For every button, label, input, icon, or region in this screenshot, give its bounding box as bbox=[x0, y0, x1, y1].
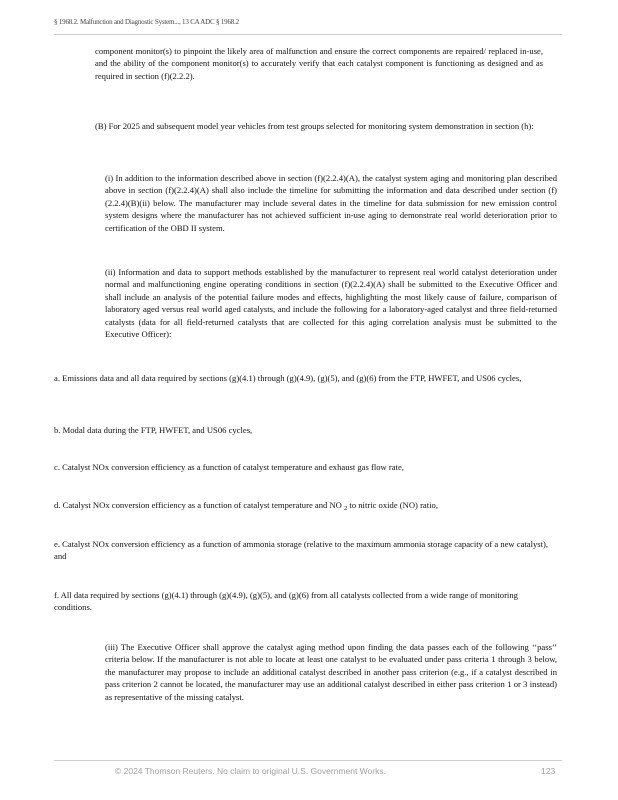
footer-divider bbox=[54, 760, 562, 761]
paragraph-iii: (iii) The Executive Officer shall approve the catalyst aging method upon finding the data passes each of the following ‘‘pass’’ criteria below. If the manufacturer is not able to locate at least one catalyst to be evaluated under pass criteria 1 through 3 below, the manufacturer may propose to include an additional catalyst described in another pass criterion (e.g., if a catalyst described in pass criterion 2 cannot be located, the manufacturer may use an additional catalyst described in either pass criterion 1 or 3 instead) as representative of the missing catalyst. bbox=[105, 642, 557, 702]
running-header: § 1968.2. Malfunction and Diagnostic System..., 13 CA ADC § 1968.2 bbox=[54, 18, 239, 26]
list-item-b: b. Modal data during the FTP, HWFET, and US06 cycles, bbox=[54, 425, 253, 435]
paragraph-ii: (ii) Information and data to support methods established by the manufacturer to represent real world catalyst deterioration under normal and malfunctioning engine operating conditions in section (f)(2.2.4)(A) shall be submitted to the Executive Officer and shall include an analysis of the potential failure modes and effects, highlighting the most likely cause of failure, comparison of laboratory aged versus real world aged catalysts, and include the following for a laboratory-aged catalyst and three field-returned catalysts (data for all field-returned catalysts that are collected for this aging correlation analysis must be submitted to the Executive Officer): bbox=[105, 267, 557, 340]
list-item-e: e. Catalyst NOx conversion efficiency as a function of ammonia storage (relative to the maximum ammonia storage capacity of a new catalyst), and bbox=[54, 539, 549, 562]
paragraph-b: (B) For 2025 and subsequent model year vehicles from test groups selected for monitoring system demonstration in section (h): bbox=[95, 121, 534, 131]
list-item-c: c. Catalyst NOx conversion efficiency as a function of catalyst temperature and exhaust gas flow rate, bbox=[54, 462, 404, 472]
list-item-a: a. Emissions data and all data required by sections (g)(4.1) through (g)(4.9), (g)(5), and (g)(6) from the FTP, HWFET, and US06 cycles, bbox=[54, 373, 522, 383]
paragraph-continued: component monitor(s) to pinpoint the likely area of malfunction and ensure the correct components are repaired/ replaced in-use, and the ability of the component monitor(s) to accurately verify that each catalyst component is functioning as designed and as required in section (f)(2.2.2). bbox=[95, 46, 543, 81]
paragraph-i: (i) In addition to the information described above in section (f)(2.2.4)(A), the catalyst system aging and monitoring plan described above in section (f)(2.2.4)(A) shall also include the timeline for submitting the information and data described under section (f)(2.2.4)(B)(ii) below. The manufacturer may include several dates in the timeline for data submission for new emission control system designs where the manufacturer has not achieved sufficient in-use aging to demonstrate real world deterioration prior to certification of the OBD II system. bbox=[105, 173, 557, 233]
copyright-notice: © 2024 Thomson Reuters. No claim to original U.S. Government Works. bbox=[115, 766, 386, 776]
header-divider bbox=[54, 34, 562, 35]
list-item-d bbox=[54, 499, 554, 515]
list-item-d-text-end: to nitric oxide (NO) ratio, bbox=[347, 500, 438, 510]
page-number: 123 bbox=[541, 766, 556, 776]
list-item-f: f. All data required by sections (g)(4.1) through (g)(4.9), (g)(5), and (g)(6) from all catalysts collected from a wide range of monitoring conditions. bbox=[54, 590, 518, 613]
subscript-two: 2 bbox=[344, 505, 348, 512]
list-item-d-text: d. Catalyst NOx conversion efficiency as a function of catalyst temperature and NO bbox=[54, 500, 342, 510]
